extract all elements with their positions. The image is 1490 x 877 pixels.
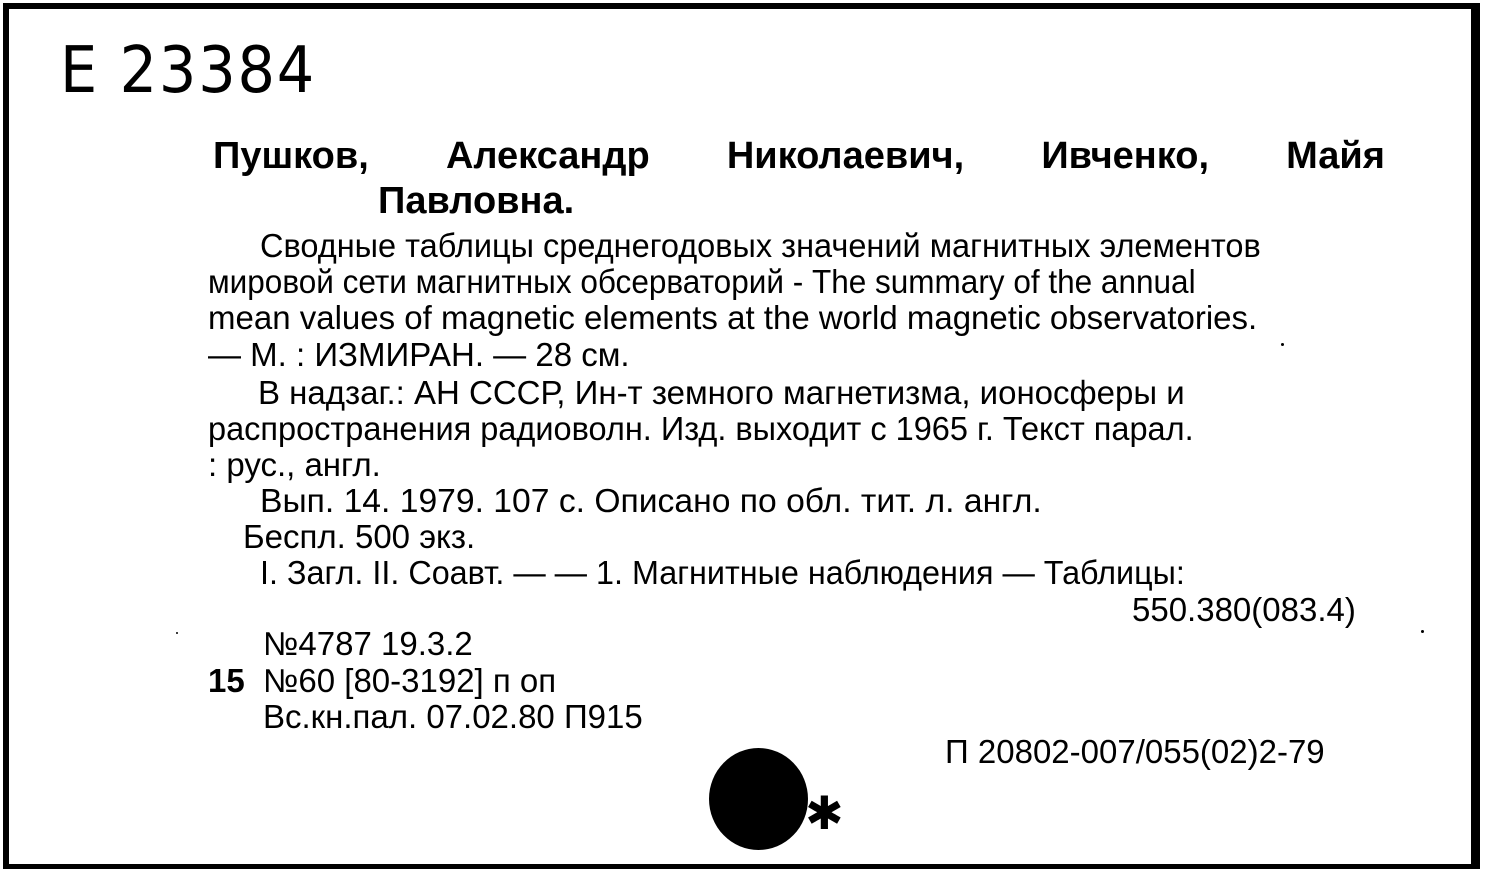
- author-word: Николаевич,: [726, 135, 965, 177]
- order-line: №60 [80-3192] п оп: [263, 662, 557, 699]
- title-line: мировой сети магнитных обсерваторий - The summary of the annual: [208, 263, 1196, 300]
- order-prefix: 15: [208, 662, 245, 699]
- author-heading-continuation: Павловна.: [378, 180, 575, 222]
- classification-number: 550.380(083.4): [1132, 591, 1356, 628]
- title-line: Сводные таблицы среднегодовых значений магнитных элементов: [260, 227, 1261, 264]
- author-word: Александр: [445, 135, 650, 177]
- speck: [1421, 630, 1424, 633]
- note-line: распространения радиоволн. Изд. выходит с 1965 г. Текст парал.: [208, 410, 1194, 447]
- speck: [176, 632, 178, 634]
- issue-line: Вып. 14. 1979. 107 с. Описано по обл. тит. л. англ.: [260, 482, 1042, 519]
- author-word: Ивченко,: [1041, 135, 1210, 177]
- asterisk-mark: ✱: [805, 786, 844, 840]
- note-line: В надзаг.: АН СССР, Ин-т земного магнетизма, ионосферы и: [258, 374, 1185, 411]
- handwritten-catalog-id: E 23384: [60, 34, 317, 108]
- title-line: mean values of magnetic elements at the world magnetic observatories.: [208, 299, 1258, 336]
- author-word: Майя: [1286, 135, 1385, 177]
- punch-hole: [709, 748, 808, 850]
- chamber-line: Вс.кн.пал. 07.02.80 П915: [263, 698, 643, 735]
- note-line: : рус., англ.: [208, 446, 381, 483]
- author-heading: [213, 136, 1385, 176]
- tracings-line: I. Загл. II. Соавт. — — 1. Магнитные наблюдения — Таблицы:: [260, 554, 1185, 591]
- issue-line: Беспл. 500 экз.: [243, 518, 476, 555]
- price-code: П 20802-007/055(02)2-79: [945, 733, 1325, 770]
- imprint-line: — М. : ИЗМИРАН. — 28 см.: [208, 336, 630, 373]
- record-number: №4787 19.3.2: [263, 625, 473, 662]
- author-word: Пушков,: [213, 135, 369, 177]
- speck: [1281, 343, 1284, 346]
